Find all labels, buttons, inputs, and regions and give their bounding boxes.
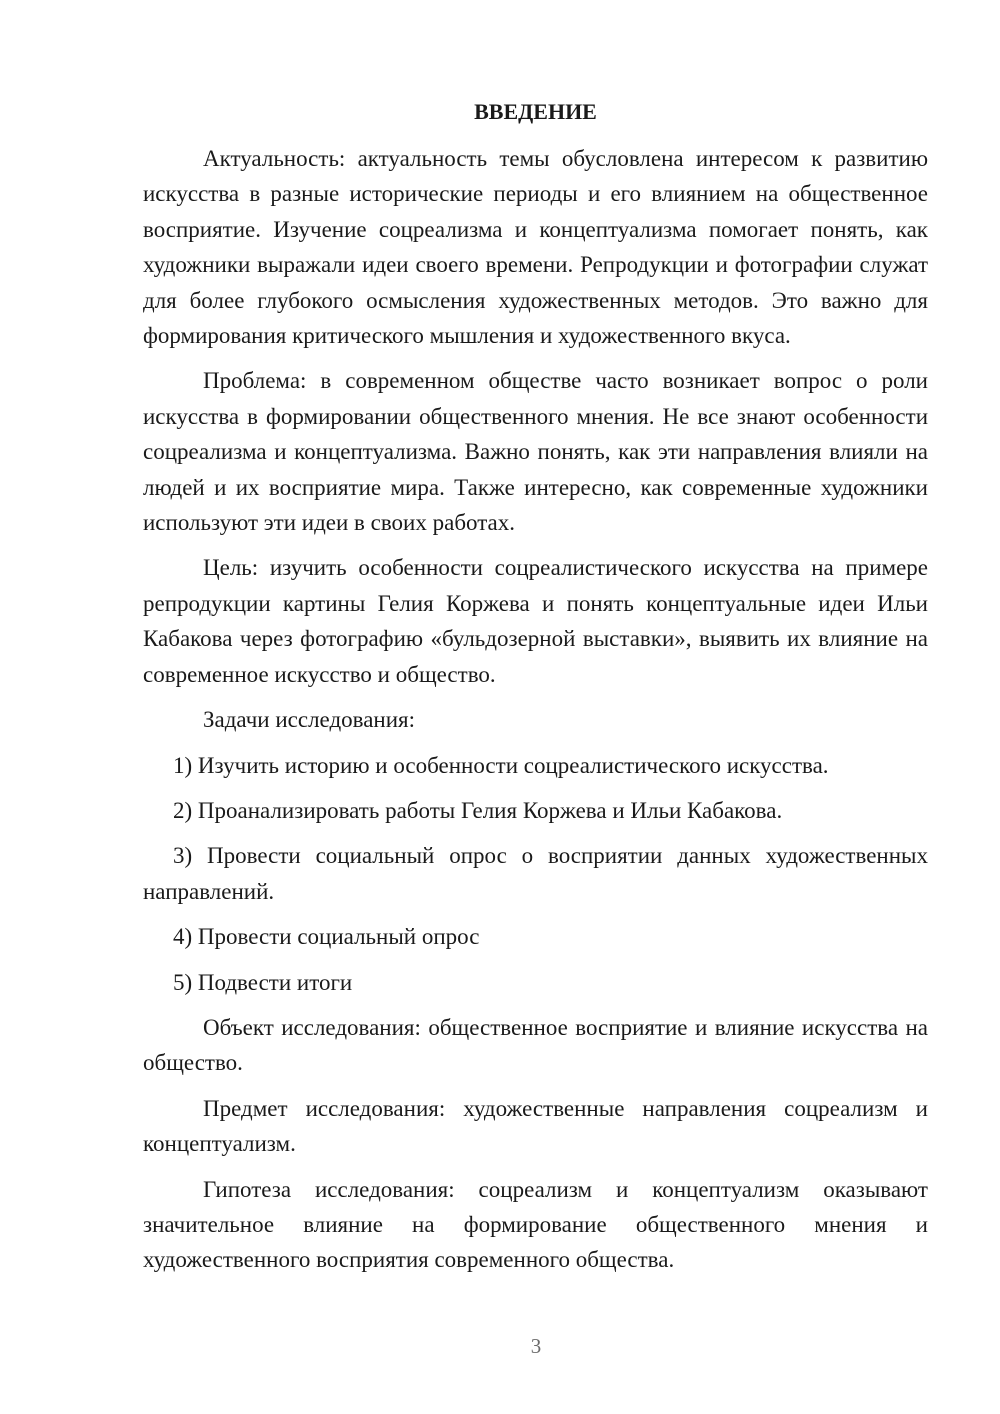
paragraph-subject: Предмет исследования: художественные направления соцреализм и концептуализм.: [143, 1095, 928, 1157]
page-number: 3: [530, 1334, 542, 1358]
paragraph-relevance: Актуальность: актуальность темы обусловлена интересом к развитию искусства в разные исторические периоды и его влиянием на общественное восприятие. Изучение соцреализма и концептуализма помогает понять, как художники выражали идеи своего времени. Репродукции и фотографии служат для более глубокого осмысления художественных методов. Это важно для формирования критического мышления и художественного вкуса.: [143, 146, 928, 349]
task-item-3: 3) Провести социальный опрос о восприятии данных художественных направлений.: [143, 843, 928, 904]
section-heading: ВВЕДЕНИЕ: [474, 99, 597, 124]
paragraph-problem: Проблема: в современном обществе часто возникает вопрос о роли искусства в формировании общественного мнения. Не все знают особенности соцреализма и концептуализма. Важно понять, как эти направления влияли на людей и их восприятие мира. Также интересно, как современные художники используют эти идеи в своих работах.: [143, 368, 928, 536]
task-item-4: 4) Провести социальный опрос: [173, 924, 480, 950]
task-item-1: 1) Изучить историю и особенности соцреалистического искусства.: [173, 752, 829, 778]
paragraph-goal: Цель: изучить особенности соцреалистического искусства на примере репродукции картины Гелия Коржева и понять концептуальные идеи Ильи Кабакова через фотографию «бульдозерной выставки», выявить их влияние на современное искусство и общество.: [143, 555, 928, 687]
paragraph-hypothesis: Гипотеза исследования: соцреализм и концептуализм оказывают значительное влияние на формирование общественного мнения и художественного восприятия современного общества.: [143, 1176, 928, 1273]
page-content: [143, 94, 928, 1288]
task-item-5: 5) Подвести итоги: [173, 969, 353, 995]
tasks-title: Задачи исследования:: [203, 707, 416, 733]
paragraph-object: Объект исследования: общественное восприятие и влияние искусства на общество.: [143, 1014, 928, 1076]
task-item-2: 2) Проанализировать работы Гелия Коржева и Ильи Кабакова.: [173, 797, 783, 823]
